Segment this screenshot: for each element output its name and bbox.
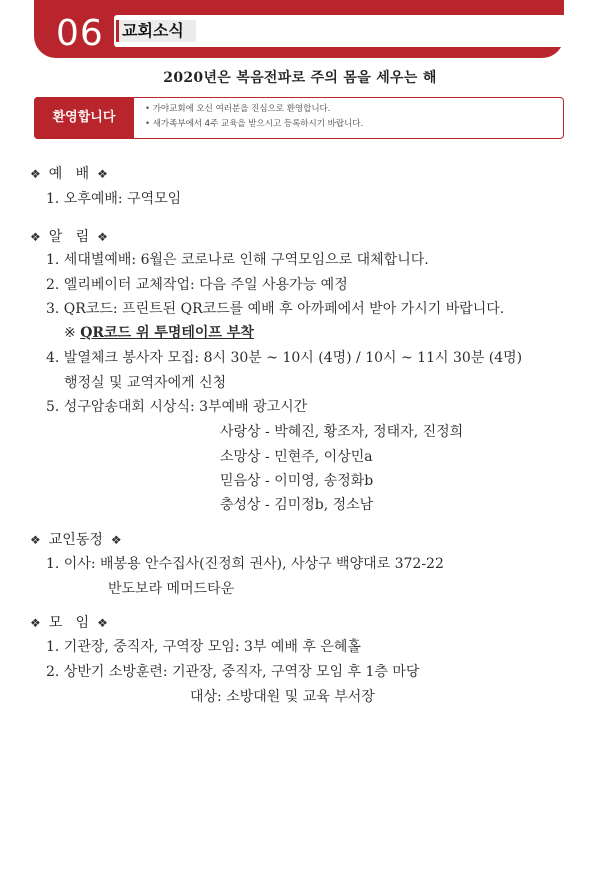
- list-item: 1. 이사: 배봉용 안수집사(진정희 권사), 사상구 백양대로 372-22: [46, 556, 444, 572]
- diamond-icon: ❖: [30, 230, 41, 244]
- list-item-continued: 반도보라 메머드타운: [108, 581, 235, 597]
- welcome-note: • 새가족부에서 4주 교육을 받으시고 등록하시기 바랍니다.: [145, 117, 363, 132]
- list-item-continued: 대상: 소방대원 및 교육 부서장: [190, 689, 375, 705]
- list-item: 4. 발열체크 봉사자 모집: 8시 30분 ~ 10시 (4명) / 10시 ~ 11시 30분 (4명): [46, 350, 523, 366]
- diamond-icon: ❖: [97, 230, 108, 244]
- award-line: 충성상 - 김미정b, 정소남: [220, 497, 374, 513]
- award-line: 소망상 - 민현주, 이상민a: [220, 449, 373, 465]
- welcome-note: • 가야교회에 오신 여러분을 진심으로 환영합니다.: [145, 102, 363, 117]
- section-title: 모 임: [48, 615, 90, 631]
- qr-note-text: QR코드 위 투명테이프 부착: [80, 325, 254, 341]
- section-title: 알 림: [48, 229, 90, 245]
- list-item: 1. 세대별예배: 6월은 코로나로 인해 구역모임으로 대체합니다.: [46, 252, 429, 268]
- section-title: 교인동정: [48, 532, 103, 548]
- section-number: 06: [56, 13, 104, 54]
- welcome-notes: [145, 102, 363, 132]
- section-worship: [30, 162, 108, 186]
- diamond-icon: ❖: [30, 616, 41, 630]
- award-line: 사랑상 - 박혜진, 황조자, 정태자, 진정희: [220, 424, 464, 440]
- diamond-icon: ❖: [97, 167, 108, 181]
- award-line: 믿음상 - 이미영, 송정화b: [220, 473, 374, 489]
- diamond-icon: ❖: [110, 533, 122, 547]
- diamond-icon: ❖: [30, 167, 41, 181]
- section-title: 예 배: [48, 166, 90, 182]
- section-notice: [30, 225, 108, 249]
- list-item: 2. 엘리베이터 교체작업: 다음 주일 사용가능 예정: [46, 277, 348, 293]
- list-item-continued: 행정실 및 교역자에게 신청: [64, 375, 227, 391]
- page-title: 교회소식: [122, 21, 184, 40]
- list-item: 5. 성구암송대회 시상식: 3부예배 광고시간: [46, 399, 308, 415]
- qr-note: [64, 322, 254, 342]
- list-item: 1. 오후예배: 구역모임: [46, 191, 182, 207]
- list-item: 2. 상반기 소방훈련: 기관장, 중직자, 구역장 모임 후 1층 마당: [46, 664, 420, 680]
- section-meeting: [30, 611, 108, 635]
- section-members: [30, 528, 122, 552]
- list-item: 1. 기관장, 중직자, 구역장 모임: 3부 예배 후 은혜홀: [46, 639, 361, 655]
- year-theme: 2020년은 복음전파로 주의 몸을 세우는 해: [163, 70, 437, 86]
- list-item: 3. QR코드: 프린트된 QR코드를 예배 후 아까페에서 받아 가시기 바랍니다.: [46, 301, 505, 317]
- welcome-label: 환영합니다: [34, 97, 134, 139]
- diamond-icon: ❖: [97, 616, 108, 630]
- note-mark: ※: [64, 325, 76, 341]
- diamond-icon: ❖: [30, 533, 41, 547]
